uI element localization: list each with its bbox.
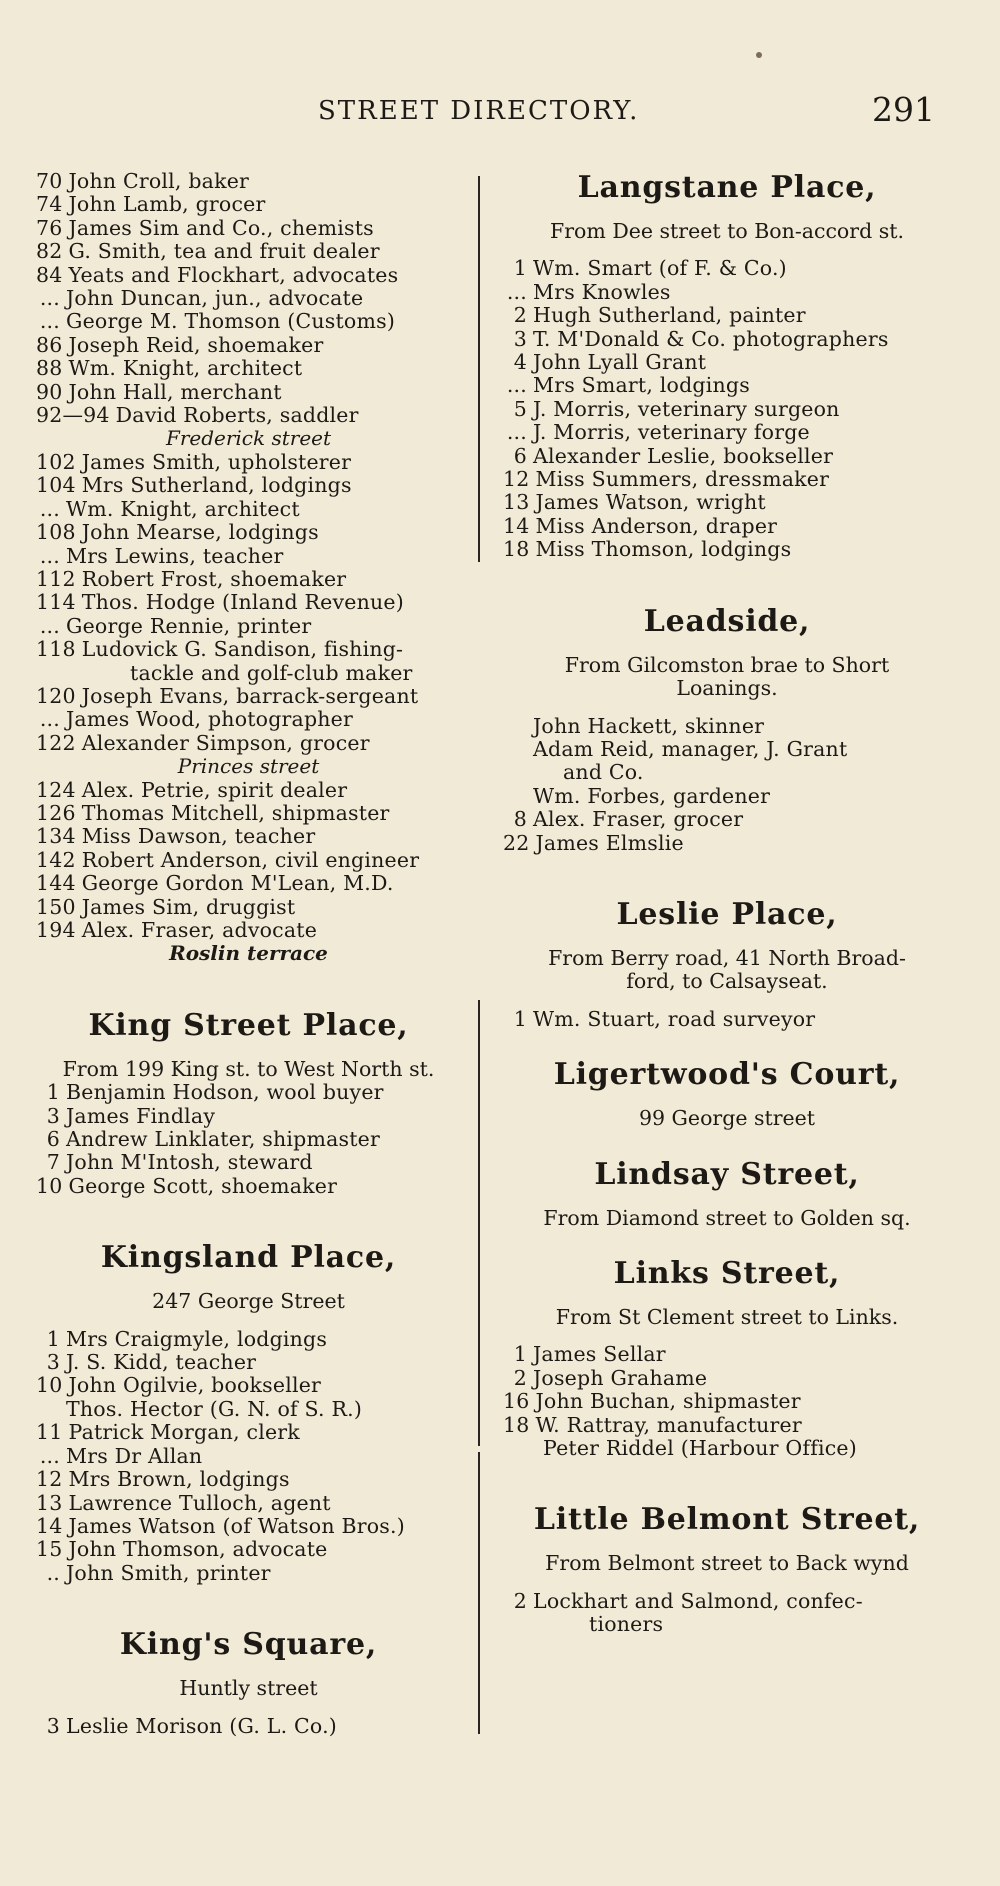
directory-entry: 86 Joseph Reid, shoemaker	[36, 332, 324, 357]
directory-entry: 108 John Mearse, lodgings	[36, 520, 319, 545]
directory-entry: 114 Thos. Hodge (Inland Revenue)	[36, 590, 404, 615]
running-head: STREET DIRECTORY.	[318, 96, 640, 126]
directory-entry: 2 Joseph Grahame	[513, 1365, 708, 1390]
directory-entry: 8 Alex. Fraser, grocer	[513, 807, 744, 832]
directory-entry: 18 W. Rattray, manufacturer	[503, 1412, 802, 1437]
street-little-belmont-street	[503, 1502, 951, 1636]
directory-entry: 194 Alex. Fraser, advocate	[36, 918, 318, 942]
directory-entry: Adam Reid, manager, J. Grant	[533, 736, 848, 761]
directory-entry: 84 Yeats and Flockhart, advocates	[36, 262, 399, 287]
street-lindsay-street	[503, 1157, 951, 1230]
street-description: From Berry road, 41 North Broad-	[548, 945, 906, 970]
street-description: From St Clement street to Links.	[555, 1304, 899, 1329]
cross-street: Frederick street	[165, 426, 332, 451]
entry-continuation: and Co.	[563, 760, 644, 785]
street-ligertwoods-court	[503, 1057, 951, 1130]
directory-entry: 126 Thomas Mitchell, shipmaster	[36, 800, 390, 825]
directory-entry: 104 Mrs Sutherland, lodgings	[36, 473, 352, 498]
directory-entry: ... Mrs Smart, lodgings	[506, 373, 750, 398]
directory-entry: 1 James Sellar	[513, 1342, 666, 1367]
directory-entry: Wm. Forbes, gardener	[533, 783, 771, 808]
street-continuation	[36, 170, 461, 966]
directory-entry: 14 James Watson (of Watson Bros.)	[36, 1513, 405, 1538]
column-rule	[478, 1000, 480, 1446]
street-links-street	[503, 1256, 951, 1460]
directory-entry: 13 Lawrence Tulloch, agent	[36, 1490, 331, 1515]
directory-entry: 1 Mrs Craigmyle, lodgings	[46, 1326, 328, 1351]
directory-entry: ... Mrs Knowles	[506, 279, 671, 304]
page-number: 291	[872, 90, 935, 129]
directory-entry: 142 Robert Anderson, civil engineer	[36, 847, 420, 872]
directory-entry: 134 Miss Dawson, teacher	[36, 824, 316, 849]
directory-entry: 14 Miss Anderson, draper	[503, 513, 778, 538]
directory-entry: 2 Hugh Sutherland, painter	[513, 303, 806, 328]
right-column	[503, 170, 951, 1637]
paper-speck	[756, 52, 762, 58]
directory-entry: 102 James Smith, upholsterer	[36, 449, 352, 474]
directory-entry: ... J. Morris, veterinary forge	[506, 420, 810, 445]
street-description: ford, to Calsayseat.	[626, 969, 828, 994]
left-column	[36, 170, 461, 1738]
entry-continuation: tioners	[589, 1612, 664, 1637]
directory-entry: 12 Miss Summers, dressmaker	[503, 467, 830, 492]
directory-entry: ... James Wood, photographer	[39, 707, 354, 732]
directory-entry: 13 James Watson, wright	[503, 490, 766, 515]
street-description: From Gilcomston brae to Short	[564, 652, 890, 677]
directory-entry: 10 John Ogilvie, bookseller	[36, 1373, 322, 1398]
directory-entry: ... Mrs Lewins, teacher	[39, 543, 284, 568]
directory-entry: 12 Mrs Brown, lodgings	[36, 1467, 290, 1492]
directory-entry: 124 Alex. Petrie, spirit dealer	[36, 777, 348, 802]
street-kings-square	[36, 1627, 461, 1738]
directory-entry: 120 Joseph Evans, barrack-sergeant	[36, 683, 419, 708]
directory-entry: 88 Wm. Knight, architect	[36, 356, 303, 381]
street-leadside	[503, 604, 951, 855]
directory-entry: 15 John Thomson, advocate	[36, 1537, 328, 1562]
directory-entry: 150 James Sim, druggist	[36, 894, 296, 919]
directory-entry: 70 John Croll, baker	[36, 169, 250, 193]
directory-entry: 3 Leslie Morison (G. L. Co.)	[46, 1713, 337, 1738]
directory-entry: Peter Riddel (Harbour Office)	[543, 1436, 857, 1460]
directory-entry: 82 G. Smith, tea and fruit dealer	[36, 239, 380, 264]
street-description: From 199 King st. to West North st.	[62, 1056, 435, 1081]
directory-entry: 7 John M'Intosh, steward	[46, 1150, 313, 1175]
directory-entry: 92—94 David Roberts, saddler	[36, 403, 359, 428]
street-description: 99 George street	[638, 1106, 816, 1131]
directory-entry: 112 Robert Frost, shoemaker	[36, 566, 347, 591]
street-description: From Diamond street to Golden sq.	[543, 1205, 911, 1230]
street-description: Loanings.	[676, 676, 778, 701]
directory-entry: ... John Duncan, jun., advocate	[39, 286, 364, 311]
directory-entry: 118 Ludovick G. Sandison, fishing-	[36, 637, 404, 662]
directory-entry: 1 Benjamin Hodson, wool buyer	[46, 1080, 384, 1105]
directory-entry: 16 John Buchan, shipmaster	[503, 1389, 801, 1414]
street-kingsland-place	[36, 1240, 461, 1585]
cross-street: Roslin terrace	[169, 941, 328, 966]
street-heading: Little Belmont Street,	[533, 1502, 921, 1538]
directory-entry: 3 James Findlay	[46, 1103, 216, 1128]
column-rule	[478, 1452, 480, 1734]
directory-entry: ... George Rennie, printer	[39, 613, 312, 638]
street-king-street-place	[36, 1008, 461, 1198]
directory-entry: 1 Wm. Stuart, road surveyor	[513, 1006, 816, 1031]
directory-entry: 90 John Hall, merchant	[36, 379, 282, 404]
street-heading: Leadside,	[643, 603, 811, 639]
street-heading: King Street Place,	[88, 1007, 409, 1043]
directory-entry: 22 James Elmslie	[503, 830, 684, 855]
directory-entry: 74 John Lamb, grocer	[36, 192, 266, 217]
directory-entry: ... Mrs Dr Allan	[39, 1443, 203, 1468]
street-leslie-place	[503, 897, 951, 1031]
street-heading: Kingsland Place,	[100, 1240, 397, 1276]
street-description: 247 George Street	[152, 1289, 345, 1314]
street-heading: Leslie Place,	[616, 896, 838, 932]
column-rule	[478, 176, 480, 562]
directory-entry: 2 Lockhart and Salmond, confec-	[513, 1588, 863, 1613]
directory-entry: John Hackett, skinner	[533, 713, 765, 738]
directory-entry: 6 Alexander Leslie, bookseller	[513, 443, 834, 468]
directory-entry: 5 J. Morris, veterinary surgeon	[513, 396, 840, 421]
directory-entry: 4 John Lyall Grant	[513, 350, 707, 375]
directory-entry: .. John Smith, printer	[46, 1560, 271, 1585]
directory-entry: 6 Andrew Linklater, shipmaster	[46, 1127, 381, 1152]
street-heading: Langstane Place,	[577, 170, 877, 205]
street-heading: King's Square,	[119, 1627, 378, 1663]
directory-entry: ... George M. Thomson (Customs)	[39, 309, 396, 334]
street-description: From Dee street to Bon-accord st.	[550, 219, 904, 243]
street-description: From Belmont street to Back wynd	[545, 1551, 909, 1576]
directory-entry: 3 J. S. Kidd, teacher	[46, 1350, 257, 1375]
cross-street: Princes street	[177, 754, 320, 779]
directory-entry: 11 Patrick Morgan, clerk	[36, 1420, 300, 1445]
directory-entry: ... Wm. Knight, architect	[39, 496, 300, 521]
street-heading: Lindsay Street,	[594, 1156, 860, 1192]
directory-entry: 76 James Sim and Co., chemists	[36, 215, 374, 240]
directory-entry: 122 Alexander Simpson, grocer	[36, 730, 370, 755]
entry-continuation: tackle and golf-club maker	[130, 660, 413, 685]
directory-entry: 144 George Gordon M'Lean, M.D.	[36, 871, 394, 896]
directory-entry: 3 T. M'Donald & Co. photographers	[513, 326, 889, 351]
directory-entry: 1 Wm. Smart (of F. & Co.)	[513, 256, 787, 281]
street-description: Huntly street	[179, 1676, 318, 1701]
street-heading: Ligertwood's Court,	[553, 1057, 901, 1093]
directory-entry: 10 George Scott, shoemaker	[36, 1173, 338, 1198]
street-heading: Links Street,	[613, 1255, 841, 1291]
street-langstane-place	[503, 170, 951, 562]
directory-entry: Thos. Hector (G. N. of S. R.)	[66, 1396, 363, 1421]
directory-entry: 18 Miss Thomson, lodgings	[503, 537, 792, 562]
